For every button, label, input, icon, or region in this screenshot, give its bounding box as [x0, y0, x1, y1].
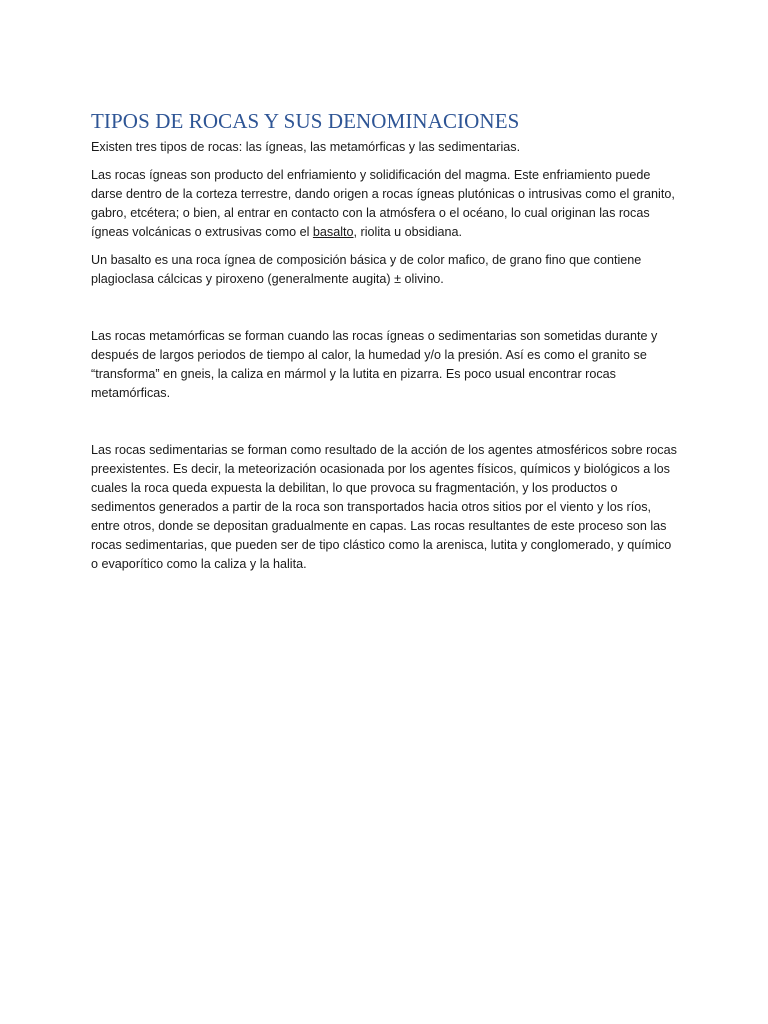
igneas-paragraph [91, 166, 681, 242]
igneas-text-before: Las rocas ígneas son producto del enfriamiento y solidificación del magma. Este enfriamiento puede darse dentro de la corteza terrestre, dando origen a rocas ígneas plutónicas o intrusivas como el granito, gabro, etcétera; o bien, al entrar en contacto con la atmósfera o el océano, lo cual originan las rocas ígneas volcánicas o extrusivas como el [91, 168, 675, 239]
intro-paragraph: Existen tres tipos de rocas: las ígneas, las metamórficas y las sedimentarias. [91, 140, 521, 154]
metamorficas-paragraph: Las rocas metamórficas se forman cuando las rocas ígneas o sedimentarias son sometidas durante y después de largos periodos de tiempo al calor, la humedad y/o la presión. Así es como el granito se “transforma” en gneis, la caliza en mármol y la lutita en pizarra. Es poco usual encontrar rocas metamórficas. [91, 329, 658, 400]
basalto-paragraph: Un basalto es una roca ígnea de composición básica y de color mafico, de grano fino que contiene plagioclasa cálcicas y piroxeno (generalmente augita) ± olivino. [91, 253, 642, 286]
document-title: TIPOS DE ROCAS Y SUS DENOMINACIONES [91, 109, 520, 133]
basalto-link[interactable]: basalto [312, 225, 354, 239]
igneas-text-after: , riolita u obsidiana. [353, 225, 463, 239]
document-body [91, 108, 681, 574]
sedimentarias-paragraph: Las rocas sedimentarias se forman como resultado de la acción de los agentes atmosféricos sobre rocas preexistentes. Es decir, la meteorización ocasionada por los agentes físicos, químicos y biológicos a los cuales la roca queda expuesta la debilitan, lo que provoca su fragmentación, y los productos o sedimentos generados a partir de la roca son transportados hacia otros sitios por el viento y los ríos, entre otros, donde se depositan gradualmente en capas. Las rocas resultantes de este proceso son las rocas sedimentarias, que pueden ser de tipo clástico como la arenisca, lutita y conglomerado, y químico o evaporítico como la caliza y la halita. [91, 443, 677, 571]
